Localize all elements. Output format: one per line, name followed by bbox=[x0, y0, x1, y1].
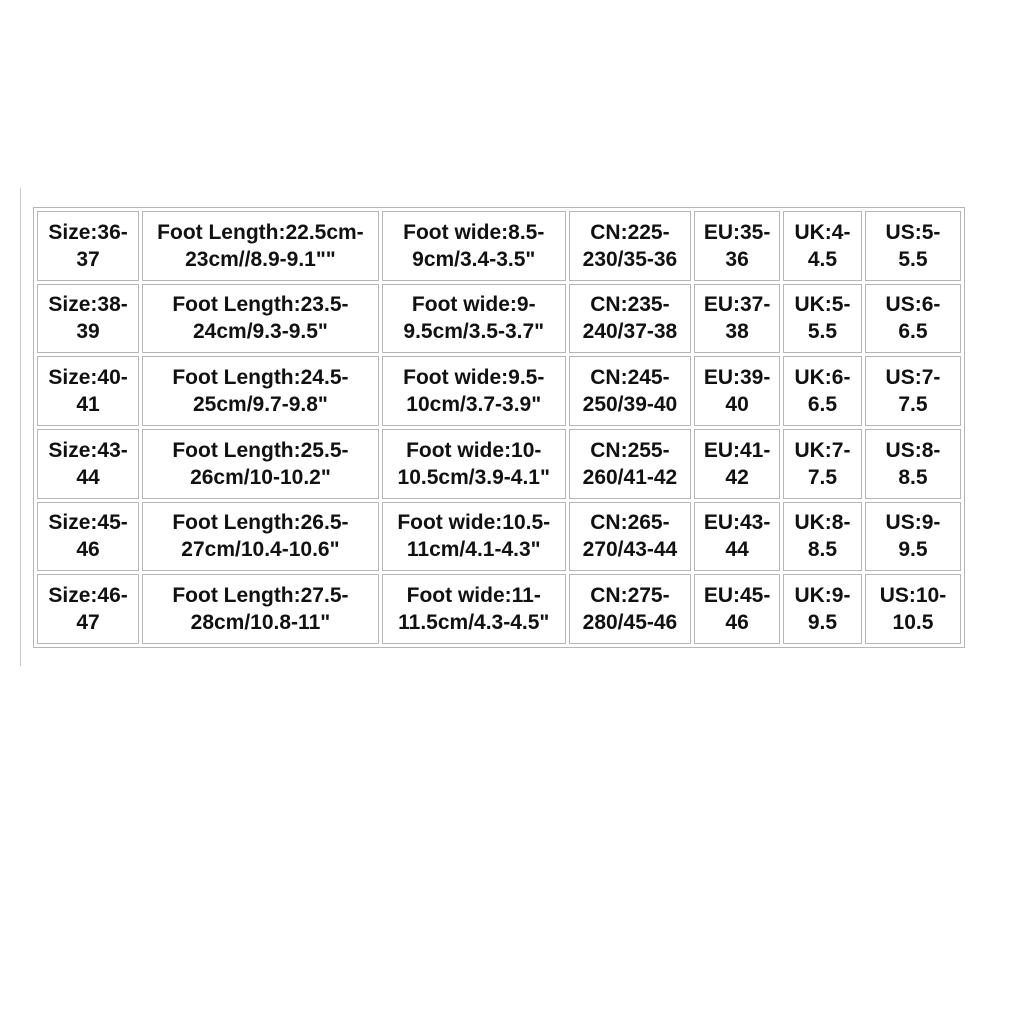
size-cell: Size:45- 46 bbox=[37, 502, 139, 572]
uk-size-cell: UK:5- 5.5 bbox=[783, 284, 862, 354]
foot-length-cell: Foot Length:22.5cm- 23cm//8.9-9.1"" bbox=[142, 211, 379, 281]
foot-length-cell: Foot Length:27.5- 28cm/10.8-11" bbox=[142, 574, 379, 644]
uk-size-cell: UK:7- 7.5 bbox=[783, 429, 862, 499]
size-cell: Size:46- 47 bbox=[37, 574, 139, 644]
foot-width-cell: Foot wide:10.5- 11cm/4.1-4.3" bbox=[382, 502, 566, 572]
foot-width-cell: Foot wide:11- 11.5cm/4.3-4.5" bbox=[382, 574, 566, 644]
cn-size-cell: CN:275- 280/45-46 bbox=[569, 574, 691, 644]
us-size-cell: US:10- 10.5 bbox=[865, 574, 961, 644]
cn-size-cell: CN:265- 270/43-44 bbox=[569, 502, 691, 572]
cn-size-cell: CN:235- 240/37-38 bbox=[569, 284, 691, 354]
eu-size-cell: EU:39- 40 bbox=[694, 356, 780, 426]
table-row bbox=[37, 284, 961, 354]
uk-size-cell: UK:4- 4.5 bbox=[783, 211, 862, 281]
table-row bbox=[37, 502, 961, 572]
foot-length-cell: Foot Length:24.5- 25cm/9.7-9.8" bbox=[142, 356, 379, 426]
us-size-cell: US:7- 7.5 bbox=[865, 356, 961, 426]
cn-size-cell: CN:245- 250/39-40 bbox=[569, 356, 691, 426]
uk-size-cell: UK:8- 8.5 bbox=[783, 502, 862, 572]
foot-length-cell: Foot Length:26.5- 27cm/10.4-10.6" bbox=[142, 502, 379, 572]
us-size-cell: US:6- 6.5 bbox=[865, 284, 961, 354]
foot-width-cell: Foot wide:10- 10.5cm/3.9-4.1" bbox=[382, 429, 566, 499]
us-size-cell: US:8- 8.5 bbox=[865, 429, 961, 499]
cn-size-cell: CN:225- 230/35-36 bbox=[569, 211, 691, 281]
size-cell: Size:40- 41 bbox=[37, 356, 139, 426]
foot-length-cell: Foot Length:23.5- 24cm/9.3-9.5" bbox=[142, 284, 379, 354]
foot-width-cell: Foot wide:9- 9.5cm/3.5-3.7" bbox=[382, 284, 566, 354]
table-row bbox=[37, 356, 961, 426]
eu-size-cell: EU:41- 42 bbox=[694, 429, 780, 499]
size-cell: Size:38- 39 bbox=[37, 284, 139, 354]
eu-size-cell: EU:43- 44 bbox=[694, 502, 780, 572]
size-chart-table bbox=[33, 207, 965, 648]
table-row bbox=[37, 574, 961, 644]
cn-size-cell: CN:255- 260/41-42 bbox=[569, 429, 691, 499]
foot-width-cell: Foot wide:8.5- 9cm/3.4-3.5" bbox=[382, 211, 566, 281]
eu-size-cell: EU:45- 46 bbox=[694, 574, 780, 644]
table-row bbox=[37, 211, 961, 281]
foot-length-cell: Foot Length:25.5- 26cm/10-10.2" bbox=[142, 429, 379, 499]
left-divider-line bbox=[20, 188, 21, 666]
table-row bbox=[37, 429, 961, 499]
foot-width-cell: Foot wide:9.5- 10cm/3.7-3.9" bbox=[382, 356, 566, 426]
size-cell: Size:43- 44 bbox=[37, 429, 139, 499]
size-cell: Size:36- 37 bbox=[37, 211, 139, 281]
eu-size-cell: EU:35- 36 bbox=[694, 211, 780, 281]
us-size-cell: US:9- 9.5 bbox=[865, 502, 961, 572]
uk-size-cell: UK:6- 6.5 bbox=[783, 356, 862, 426]
uk-size-cell: UK:9- 9.5 bbox=[783, 574, 862, 644]
eu-size-cell: EU:37- 38 bbox=[694, 284, 780, 354]
us-size-cell: US:5- 5.5 bbox=[865, 211, 961, 281]
